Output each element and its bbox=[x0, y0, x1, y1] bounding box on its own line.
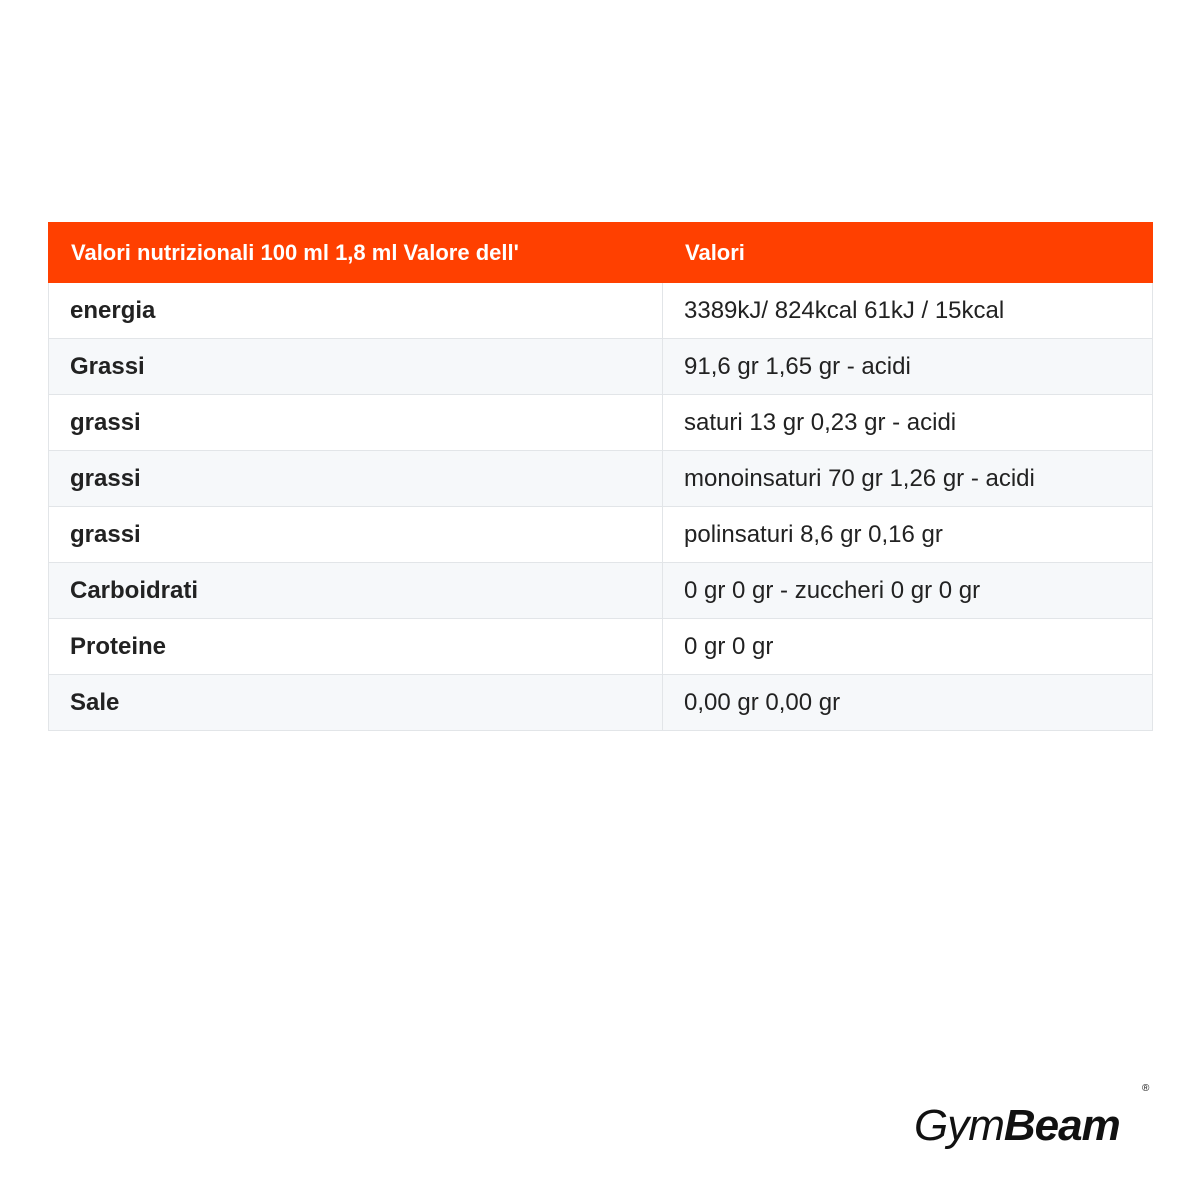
row-value: 3389kJ/ 824kcal 61kJ / 15kcal bbox=[663, 283, 1153, 339]
logo-text-beam: Beam bbox=[1003, 1101, 1120, 1150]
table-row bbox=[49, 395, 1153, 451]
row-value: 0 gr 0 gr bbox=[663, 619, 1153, 675]
row-name: Carboidrati bbox=[49, 563, 663, 619]
row-name: Proteine bbox=[49, 619, 663, 675]
nutrition-table bbox=[48, 222, 1153, 731]
row-name: energia bbox=[49, 283, 663, 339]
table-body bbox=[49, 283, 1153, 731]
table-row bbox=[49, 619, 1153, 675]
logo-text-gym: Gym bbox=[914, 1101, 1004, 1150]
gymbeam-logo bbox=[914, 1083, 1150, 1154]
row-value: saturi 13 gr 0,23 gr - acidi bbox=[663, 395, 1153, 451]
row-value: 0 gr 0 gr - zuccheri 0 gr 0 gr bbox=[663, 563, 1153, 619]
row-value: 91,6 gr 1,65 gr - acidi bbox=[663, 339, 1153, 395]
table-row bbox=[49, 283, 1153, 339]
table-row bbox=[49, 675, 1153, 731]
row-name: grassi bbox=[49, 507, 663, 563]
row-name: Grassi bbox=[49, 339, 663, 395]
table-header bbox=[49, 223, 1153, 283]
row-name: Sale bbox=[49, 675, 663, 731]
table-row bbox=[49, 563, 1153, 619]
header-nutritional-values: Valori nutrizionali 100 ml 1,8 ml Valore dell' bbox=[49, 223, 663, 283]
table-row bbox=[49, 339, 1153, 395]
row-value: 0,00 gr 0,00 gr bbox=[663, 675, 1153, 731]
table-row bbox=[49, 507, 1153, 563]
header-row bbox=[49, 223, 1153, 283]
row-value: monoinsaturi 70 gr 1,26 gr - acidi bbox=[663, 451, 1153, 507]
row-name: grassi bbox=[49, 395, 663, 451]
registered-mark: ® bbox=[1142, 1083, 1150, 1094]
header-values: Valori bbox=[663, 223, 1153, 283]
row-value: polinsaturi 8,6 gr 0,16 gr bbox=[663, 507, 1153, 563]
table-row bbox=[49, 451, 1153, 507]
row-name: grassi bbox=[49, 451, 663, 507]
